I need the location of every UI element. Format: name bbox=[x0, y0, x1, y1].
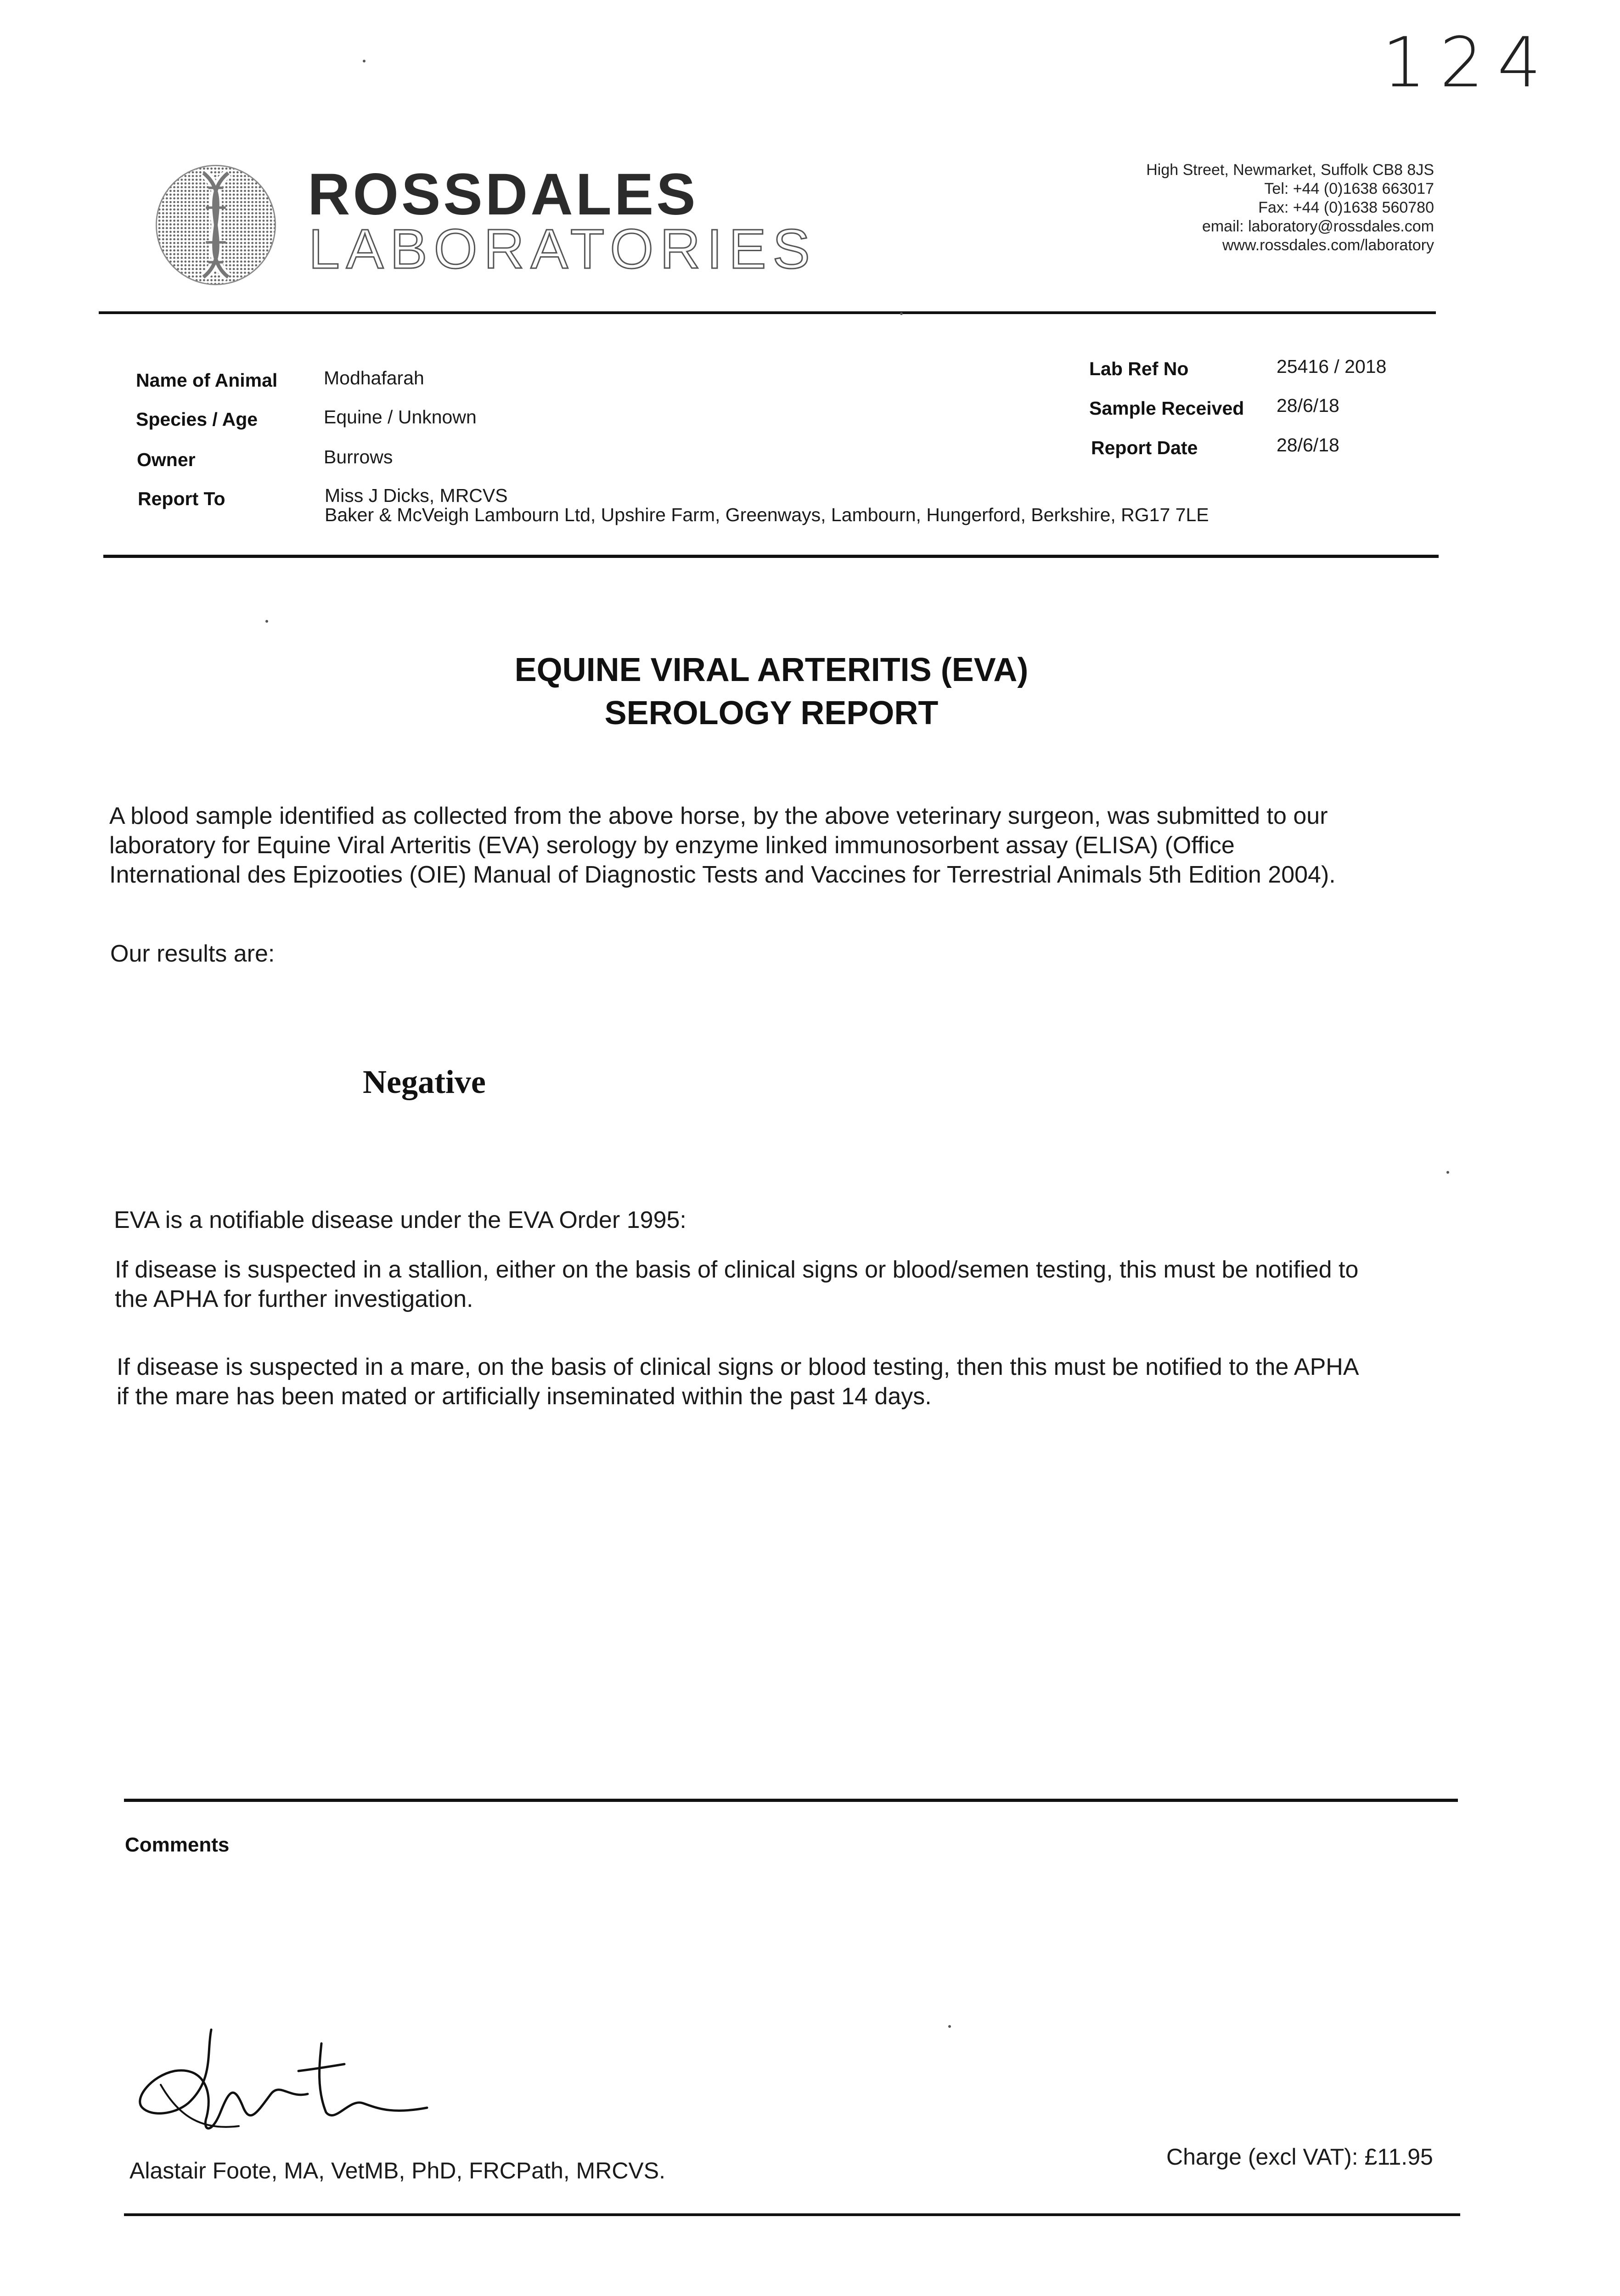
dna-logo-icon bbox=[154, 163, 278, 287]
scan-speck bbox=[363, 60, 366, 62]
logo-subtitle: LABORATORIES bbox=[309, 218, 816, 280]
intro-line: A blood sample identified as collected from the above horse, by the above veterinary surgeon, was submitted to our bbox=[109, 803, 1328, 829]
mare-line: If disease is suspected in a mare, on the basis of clinical signs or blood testing, then this must be notified to the APHA bbox=[117, 1354, 1359, 1380]
scan-speck bbox=[900, 312, 903, 315]
report-to-address: Baker & McVeigh Lambourn Ltd, Upshire Farm, Greenways, Lambourn, Hungerford, Berkshire, RG17 7LE bbox=[325, 504, 1209, 525]
species-label: Species / Age bbox=[136, 409, 258, 430]
lab-address bbox=[1146, 161, 1434, 255]
comments-label: Comments bbox=[125, 1834, 230, 1856]
charge-amount: Charge (excl VAT): £11.95 bbox=[1166, 2144, 1433, 2170]
intro-line: laboratory for Equine Viral Arteritis (EVA) serology by enzyme linked immunosorbent assay (ELISA) (Office bbox=[109, 832, 1235, 859]
animal-name-label: Name of Animal bbox=[136, 370, 278, 391]
mare-line: if the mare has been mated or artificially inseminated within the past 14 days. bbox=[117, 1383, 932, 1410]
report-to-label: Report To bbox=[138, 488, 225, 509]
details-divider bbox=[103, 555, 1439, 558]
result-value: Negative bbox=[363, 1064, 486, 1100]
sample-received-value: 28/6/18 bbox=[1277, 395, 1339, 416]
intro-line: International des Epizooties (OIE) Manual of Diagnostic Tests and Vaccines for Terrestrial Animals 5th Edition 2004). bbox=[109, 861, 1336, 888]
address-fax: Fax: +44 (0)1638 560780 bbox=[1258, 199, 1434, 216]
sample-received-label: Sample Received bbox=[1089, 398, 1244, 419]
logo-name: ROSSDALES bbox=[308, 162, 698, 227]
mare-note bbox=[117, 1352, 1359, 1411]
owner-value: Burrows bbox=[324, 446, 393, 467]
scan-speck bbox=[1446, 1171, 1449, 1174]
signer-name: Alastair Foote, MA, VetMB, PhD, FRCPath, MRCVS. bbox=[129, 2158, 666, 2183]
address-tel: Tel: +44 (0)1638 663017 bbox=[1264, 180, 1434, 197]
lab-ref-value: 25416 / 2018 bbox=[1277, 356, 1387, 377]
stallion-line: the APHA for further investigation. bbox=[115, 1286, 473, 1312]
comments-divider bbox=[124, 1799, 1458, 1802]
scan-speck bbox=[948, 2025, 951, 2028]
address-street: High Street, Newmarket, Suffolk CB8 8JS bbox=[1146, 161, 1434, 179]
scan-speck bbox=[265, 620, 268, 623]
footer-divider bbox=[124, 2213, 1460, 2216]
owner-label: Owner bbox=[137, 449, 196, 470]
address-web: www.rossdales.com/laboratory bbox=[1222, 236, 1434, 254]
species-value: Equine / Unknown bbox=[324, 406, 477, 428]
intro-paragraph bbox=[109, 801, 1336, 889]
animal-name-value: Modhafarah bbox=[324, 367, 424, 388]
stallion-line: If disease is suspected in a stallion, either on the basis of clinical signs or blood/semen testing, this must be notified to bbox=[115, 1256, 1359, 1283]
address-email: email: laboratory@rossdales.com bbox=[1202, 218, 1434, 235]
stallion-note bbox=[115, 1255, 1358, 1314]
report-to-name: Miss J Dicks, MRCVS bbox=[325, 485, 508, 506]
report-date-label: Report Date bbox=[1091, 437, 1198, 458]
signature-image bbox=[133, 2025, 482, 2144]
report-subtitle: SEROLOGY REPORT bbox=[604, 695, 939, 732]
notifiable-text: EVA is a notifiable disease under the EVA Order 1995: bbox=[114, 1207, 686, 1233]
header-divider bbox=[99, 311, 1436, 314]
lab-ref-label: Lab Ref No bbox=[1089, 358, 1189, 379]
report-date-value: 28/6/18 bbox=[1277, 434, 1339, 456]
page-number: 124 bbox=[1382, 23, 1555, 103]
report-title: EQUINE VIRAL ARTERITIS (EVA) bbox=[514, 652, 1029, 688]
results-intro: Our results are: bbox=[110, 940, 275, 967]
